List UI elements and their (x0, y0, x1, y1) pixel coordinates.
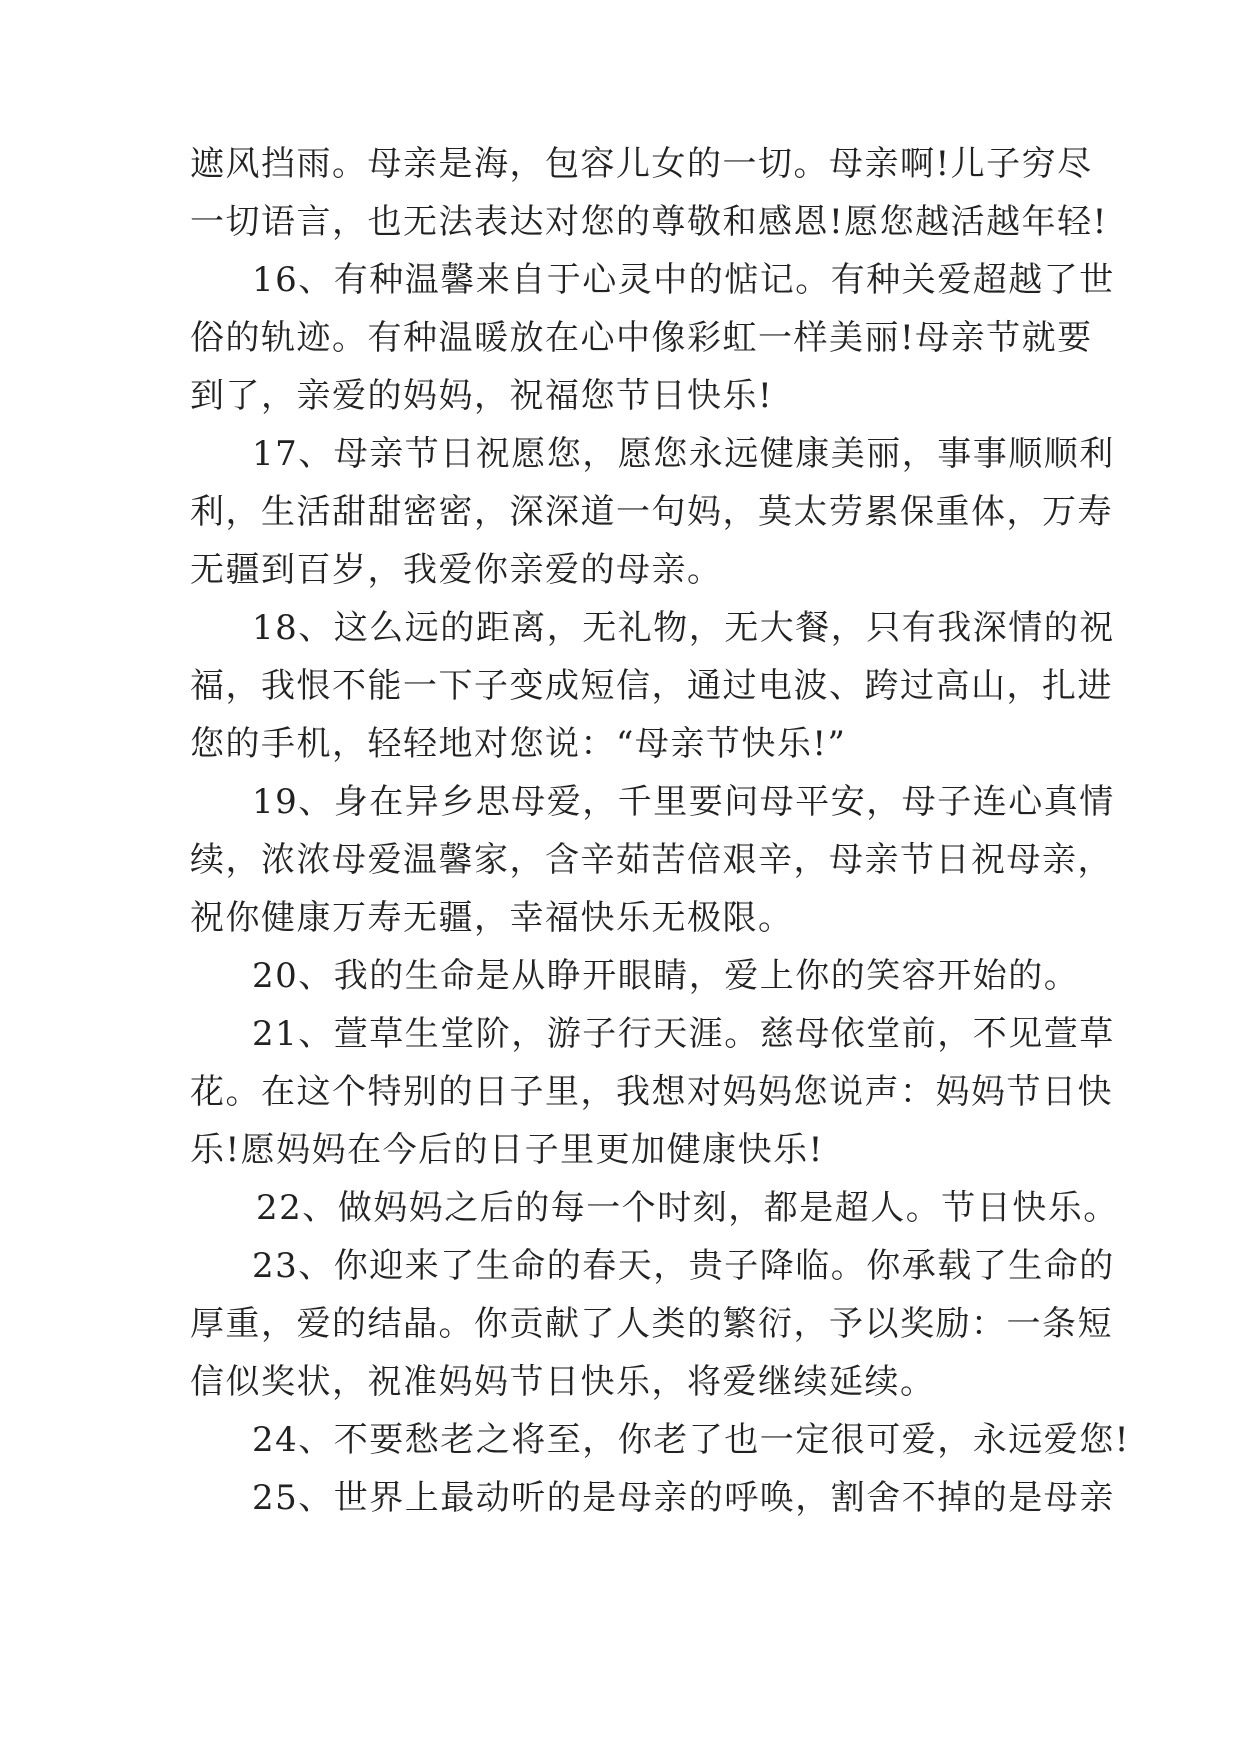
text-line: 17、母亲节日祝愿您，愿您永远健康美丽，事事顺顺利 (252, 434, 1115, 474)
text-line: 信似奖状，祝准妈妈节日快乐，将爱继续延续。 (190, 1362, 936, 1402)
text-line: 无疆到百岁，我爱你亲爱的母亲。 (190, 550, 723, 590)
text-line: 遮风挡雨。母亲是海，包容儿女的一切。母亲啊!儿子穷尽 (190, 144, 1093, 184)
text-line: 25、世界上最动听的是母亲的呼唤，割舍不掉的是母亲 (252, 1478, 1115, 1518)
text-line: 24、不要愁老之将至，你老了也一定很可爱，永远爱您! (252, 1420, 1130, 1460)
text-line: 21、萱草生堂阶，游子行天涯。慈母依堂前，不见萱草 (252, 1014, 1115, 1054)
text-line: 22、做妈妈之后的每一个时刻，都是超人。节日快乐。 (256, 1188, 1119, 1228)
text-line: 到了，亲爱的妈妈，祝福您节日快乐! (190, 376, 774, 416)
text-line: 16、有种温馨来自于心灵中的惦记。有种关爱超越了世 (252, 260, 1115, 300)
text-line: 续，浓浓母爱温馨家，含辛茹苦倍艰辛，母亲节日祝母亲， (190, 840, 1113, 880)
text-line: 18、这么远的距离，无礼物，无大餐，只有我深情的祝 (252, 608, 1115, 648)
text-line: 利，生活甜甜密密，深深道一句妈，莫太劳累保重体，万寿 (190, 492, 1113, 532)
text-line: 一切语言，也无法表达对您的尊敬和感恩!愿您越活越年轻! (190, 202, 1108, 242)
text-line: 福，我恨不能一下子变成短信，通过电波、跨过高山，扎进 (190, 666, 1113, 706)
text-line: 20、我的生命是从睁开眼睛，爱上你的笑容开始的。 (252, 956, 1080, 996)
text-line: 俗的轨迹。有种温暖放在心中像彩虹一样美丽!母亲节就要 (190, 318, 1093, 358)
text-line: 祝你健康万寿无疆，幸福快乐无极限。 (190, 898, 794, 938)
text-line: 厚重，爱的结晶。你贡献了人类的繁衍，予以奖励：一条短 (190, 1304, 1113, 1344)
text-line: 乐!愿妈妈在今后的日子里更加健康快乐! (190, 1130, 824, 1170)
text-line: 您的手机，轻轻地对您说：“母亲节快乐!” (190, 724, 847, 764)
text-line: 23、你迎来了生命的春天，贵子降临。你承载了生命的 (252, 1246, 1115, 1286)
text-line: 花。在这个特别的日子里，我想对妈妈您说声：妈妈节日快 (190, 1072, 1113, 1112)
text-line: 19、身在异乡思母爱，千里要问母平安，母子连心真情 (252, 782, 1115, 822)
